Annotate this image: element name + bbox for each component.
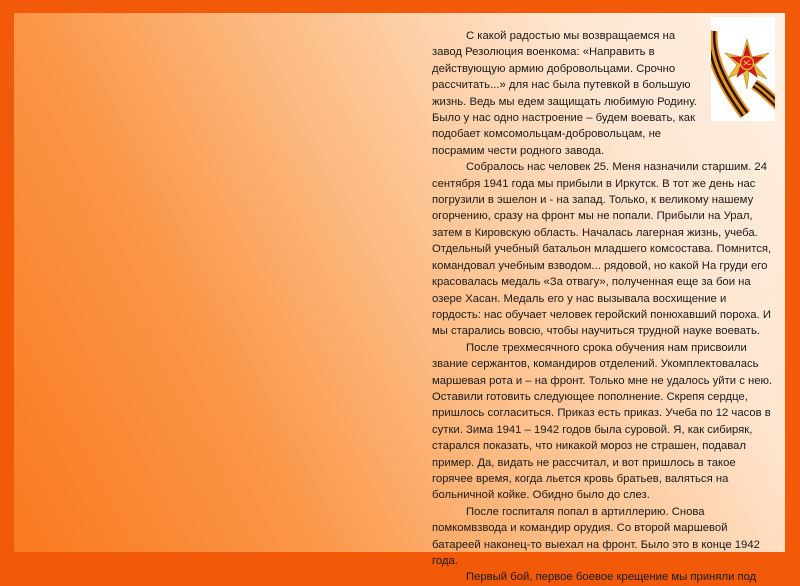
paragraph-1: С какой радостью мы возвращаемся на завод Резолюция военкома: «Направить в действующую армию добровольцами. Срочно рассчитать...» для нас была путевкой в большую жизнь. Ведь мы едем защищать любимую Родину. Было у нас одно настроение – будем воевать, как подобает комсомольцам-добровольцам, не посрамим чести родного завода.: [432, 30, 697, 157]
paragraph-4: После госпиталя попал в артиллерию. Снова помкомвзвода и командир орудия. Со второй маршевой батареей наконец-то выехал на фронт. Было это в конце 1942 года.: [432, 505, 760, 567]
order-of-patriotic-war-icon: [711, 17, 775, 121]
paragraph-5: Первый бой, первое боевое крещение мы приняли под: [466, 571, 757, 584]
victory-emblem: [711, 17, 775, 121]
paragraph-3: После трехмесячного срока обучения нам присвоили звание сержантов, командиров отделений. Укомплектовалась маршевая рота и – на фронт. Только мне не удалось уйти с нею. Оставили готовить следующее пополнение. Скрепя сердце, пришлось согласиться. Приказ есть приказ. Учеба по 12 часов в сутки. Зима 1941 – 1942 годов была суровой. Я, как сибиряк, старался показать, что никакой мороз не страшен, подавал пример. Да, видать не рассчитал, и вот пришлось в такое горячее время, когда льется кровь братьев, валяться на больничной койке. Обидно было до слез.: [432, 341, 773, 502]
paragraph-2: Собралось нас человек 25. Меня назначили старшим. 24 сентября 1941 года мы прибыли в Иркутск. В тот же день нас погрузили в эшелон и - на запад. Только, к великому нашему огорчению, сразу на фронт мы не попали. Прибыли на Урал, затем в Кировскую область. Началась лагерная жизнь, учеба. Отдельный учебный батальон младшего комсостава. Помнится, командовал учебным взводом... рядовой, но какой На груди его красовалась медаль «За отвагу», полученная еще за бои на озере Хасан. Медаль его у нас вызывала восхищение и гордость: нас обучает человек геройский понюхавший пороха. И мы старались вовсю, чтобы научиться трудной науке воевать.: [432, 161, 772, 338]
